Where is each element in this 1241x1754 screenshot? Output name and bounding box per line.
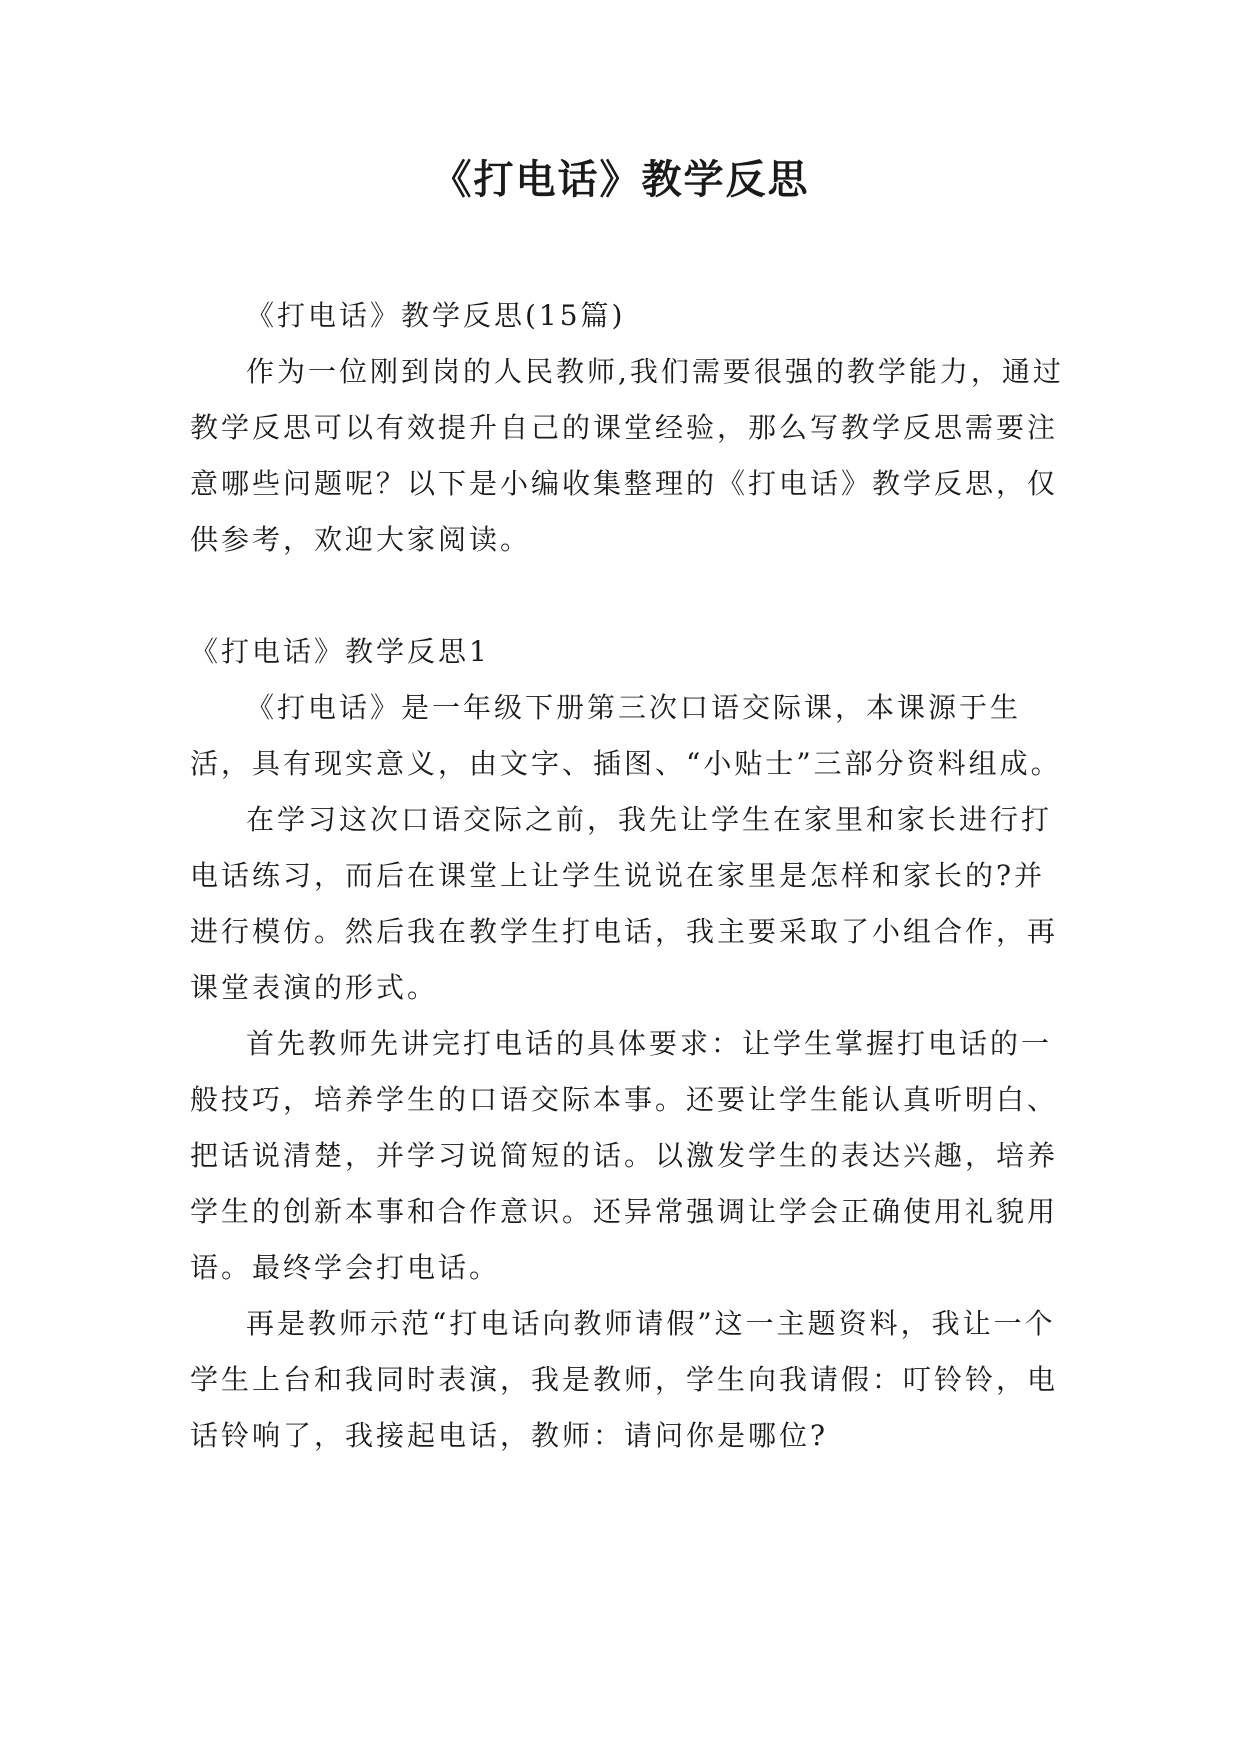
body-paragraph: 再是教师示范“打电话向教师请假”这一主题资料，我让一个学生上台和我同时表演，我是教师，学生向我请假：叮铃铃，电话铃响了，我接起电话，教师：请问你是哪位? bbox=[190, 1307, 1059, 1452]
section-heading: 《打电话》教学反思1 bbox=[190, 635, 490, 668]
body-paragraph: 《打电话》是一年级下册第三次口语交际课，本课源于生活，具有现实意义，由文字、插图、“小贴士”三部分资料组成。 bbox=[190, 691, 1062, 780]
document-body bbox=[190, 288, 1070, 1464]
document-title: 《打电话》教学反思 bbox=[431, 157, 810, 203]
body-paragraph: 首先教师先讲完打电话的具体要求：让学生掌握打电话的一般技巧，培养学生的口语交际本事。还要让学生能认真听明白、把话说清楚，并学习说简短的话。以激发学生的表达兴趣，培养学生的创新本事和合作意识。还异常强调让学会正确使用礼貌用语。最终学会打电话。 bbox=[190, 1027, 1059, 1284]
document-subtitle: 《打电话》教学反思(15篇) bbox=[246, 299, 626, 332]
body-paragraph: 在学习这次口语交际之前，我先让学生在家里和家长进行打电话练习，而后在课堂上让学生说说在家里是怎样和家长的?并进行模仿。然后我在教学生打电话，我主要采取了小组合作，再课堂表演的形式。 bbox=[190, 803, 1059, 1004]
intro-paragraph: 作为一位刚到岗的人民教师,我们需要很强的教学能力，通过教学反思可以有效提升自己的课堂经验，那么写教学反思需要注意哪些问题呢？以下是小编收集整理的《打电话》教学反思，仅供参考，欢迎大家阅读。 bbox=[190, 355, 1064, 556]
